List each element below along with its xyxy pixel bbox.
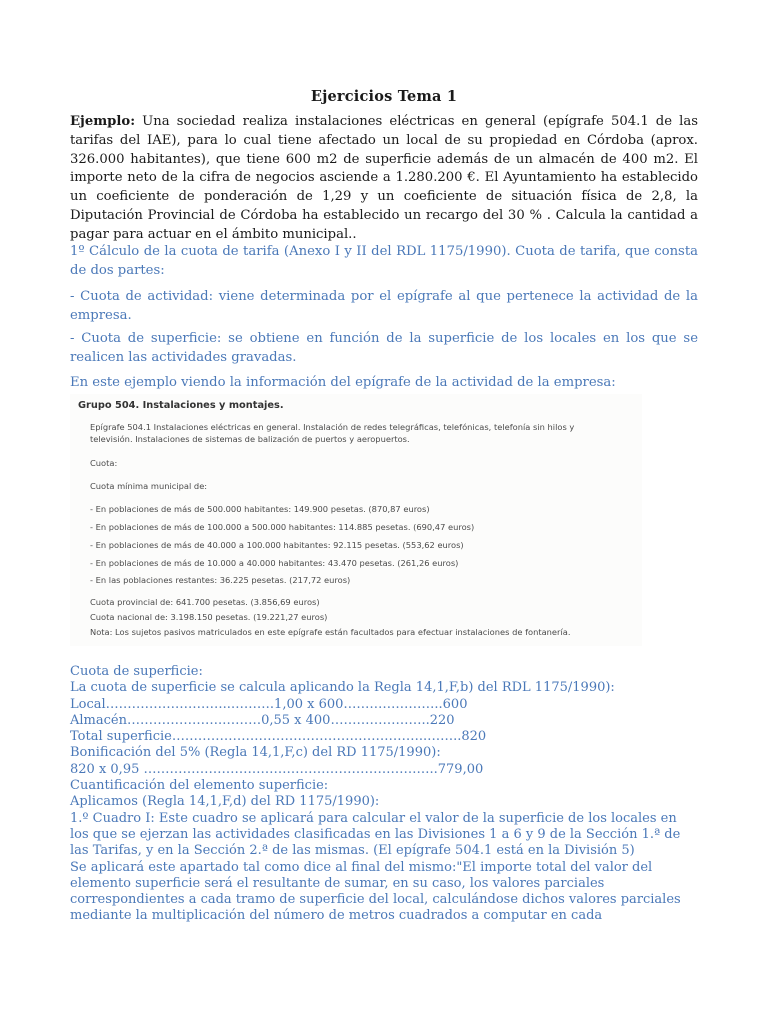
epigrafe-line: Cuota: — [90, 458, 118, 468]
epigrafe-line: Epígrafe 504.1 Instalaciones eléctricas en general. Instalación de redes telegráficas, telefónicas, telefonía sin hilos y — [90, 422, 575, 432]
epigrafe-line: - En poblaciones de más de 40.000 a 100.000 habitantes: 92.115 pesetas. (553,62 euros) — [90, 540, 464, 550]
ejemplo-text: Una sociedad realiza instalaciones eléctricas en general (epígrafe 504.1 de las tarifas del IAE), para lo cual tiene afectado un local de su propiedad en Córdoba (aprox. 326.000 habitantes), que tiene 600 m2 de superficie además de un almacén de 400 m2. El importe neto de la cifra de negocios asciende a 1.280.200 €. El Ayuntamiento ha establecido un coeficiente de ponderación de 1,29 y un coeficiente de situación física de 2,8, la Diputación Provincial de Córdoba ha establecido un recargo del 30 % . Calcula la cantidad a pagar para actuar en el ámbito municipal.. — [70, 114, 698, 242]
epigrafe-heading: Grupo 504. Instalaciones y montajes. — [78, 400, 284, 411]
total-superficie-line: Total superficie…………………………………………………..……..820 — [70, 729, 487, 745]
epigrafe-image — [70, 394, 642, 646]
epigrafe-line: Cuota provincial de: 641.700 pesetas. (3.856,69 euros) — [90, 597, 320, 607]
cuantificacion-label: Cuantificación del elemento superficie: — [70, 778, 329, 794]
ejemplo-epigrafe-paragraph: En este ejemplo viendo la información del epígrafe de la actividad de la empresa: — [70, 375, 616, 390]
aplicara-paragraph: Se aplicará este apartado tal como dice al final del mismo:"El importe total del valor del elemento superficie será el resultante de sumar, en su caso, los valores parciales correspondientes a cada tramo de superficie del local, calculándose dichos valores parciales mediante la multiplicación del número de metros cuadrados a computar en cada — [70, 859, 681, 924]
cuota-superficie-intro: La cuota de superficie se calcula aplicando la Regla 14,1,F,b) del RDL 1175/1990): — [70, 680, 615, 696]
epigrafe-line: Cuota mínima municipal de: — [90, 481, 208, 491]
ejemplo-paragraph — [70, 113, 698, 245]
local-line: Local………………………..……….1,00 x 600…………………..600 — [70, 696, 468, 712]
almacen-line: Almacén………………….………0,55 x 400…………………..220 — [70, 712, 455, 728]
epigrafe-line: - En poblaciones de más de 100.000 a 500.000 habitantes: 114.885 pesetas. (690,47 euros) — [90, 522, 475, 532]
epigrafe-line: - En las poblaciones restantes: 36.225 pesetas. (217,72 euros) — [90, 575, 351, 585]
page-title: Ejercicios Tema 1 — [310, 88, 458, 105]
epigrafe-line: Cuota nacional de: 3.198.150 pesetas. (19.221,27 euros) — [90, 612, 328, 622]
ejemplo-label: Ejemplo: — [70, 114, 136, 129]
cuota-superficie-heading: Cuota de superficie: — [70, 664, 203, 679]
calculation-section — [70, 664, 710, 925]
cuadro-paragraph: 1.º Cuadro I: Este cuadro se aplicará para calcular el valor de la superficie de los locales en los que se ejerzan las actividades clasificadas en las Divisiones 1 a 6 y 9 de la Sección 1.ª de las Tarifas, y en la Sección 2.ª de las mismas. (El epígrafe 504.1 está en la División 5) — [70, 810, 681, 859]
epigrafe-line: televisión. Instalaciones de sistemas de balización de puertos y aeropuertos. — [90, 434, 410, 444]
epigrafe-line: Nota: Los sujetos pasivos matriculados en este epígrafe están facultados para efectuar instalaciones de fontanería. — [90, 627, 571, 637]
epigrafe-line: - En poblaciones de más de 500.000 habitantes: 149.900 pesetas. (870,87 euros) — [90, 504, 430, 514]
aplicamos-line: Aplicamos (Regla 14,1,F,d) del RD 1175/1990): — [70, 794, 380, 810]
bonificacion-calc: 820 x 0,95 …………………………………………………………..779,00 — [70, 761, 484, 777]
bonificacion-label: Bonificación del 5% (Regla 14,1,F,c) del RD 1175/1990): — [70, 745, 441, 761]
cuota-tarifa-paragraph: 1º Cálculo de la cuota de tarifa (Anexo I y II del RDL 1175/1990). Cuota de tarifa, que consta de dos partes: — [70, 244, 698, 278]
cuota-actividad-paragraph: - Cuota de actividad: viene determinada por el epígrafe al que pertenece la actividad de la empresa. — [70, 289, 698, 323]
cuota-superficie-paragraph: - Cuota de superficie: se obtiene en función de la superficie de los locales en los que se realicen las actividades gravadas. — [70, 331, 698, 365]
epigrafe-line: - En poblaciones de más de 10.000 a 40.000 habitantes: 43.470 pesetas. (261,26 euros) — [90, 558, 459, 568]
